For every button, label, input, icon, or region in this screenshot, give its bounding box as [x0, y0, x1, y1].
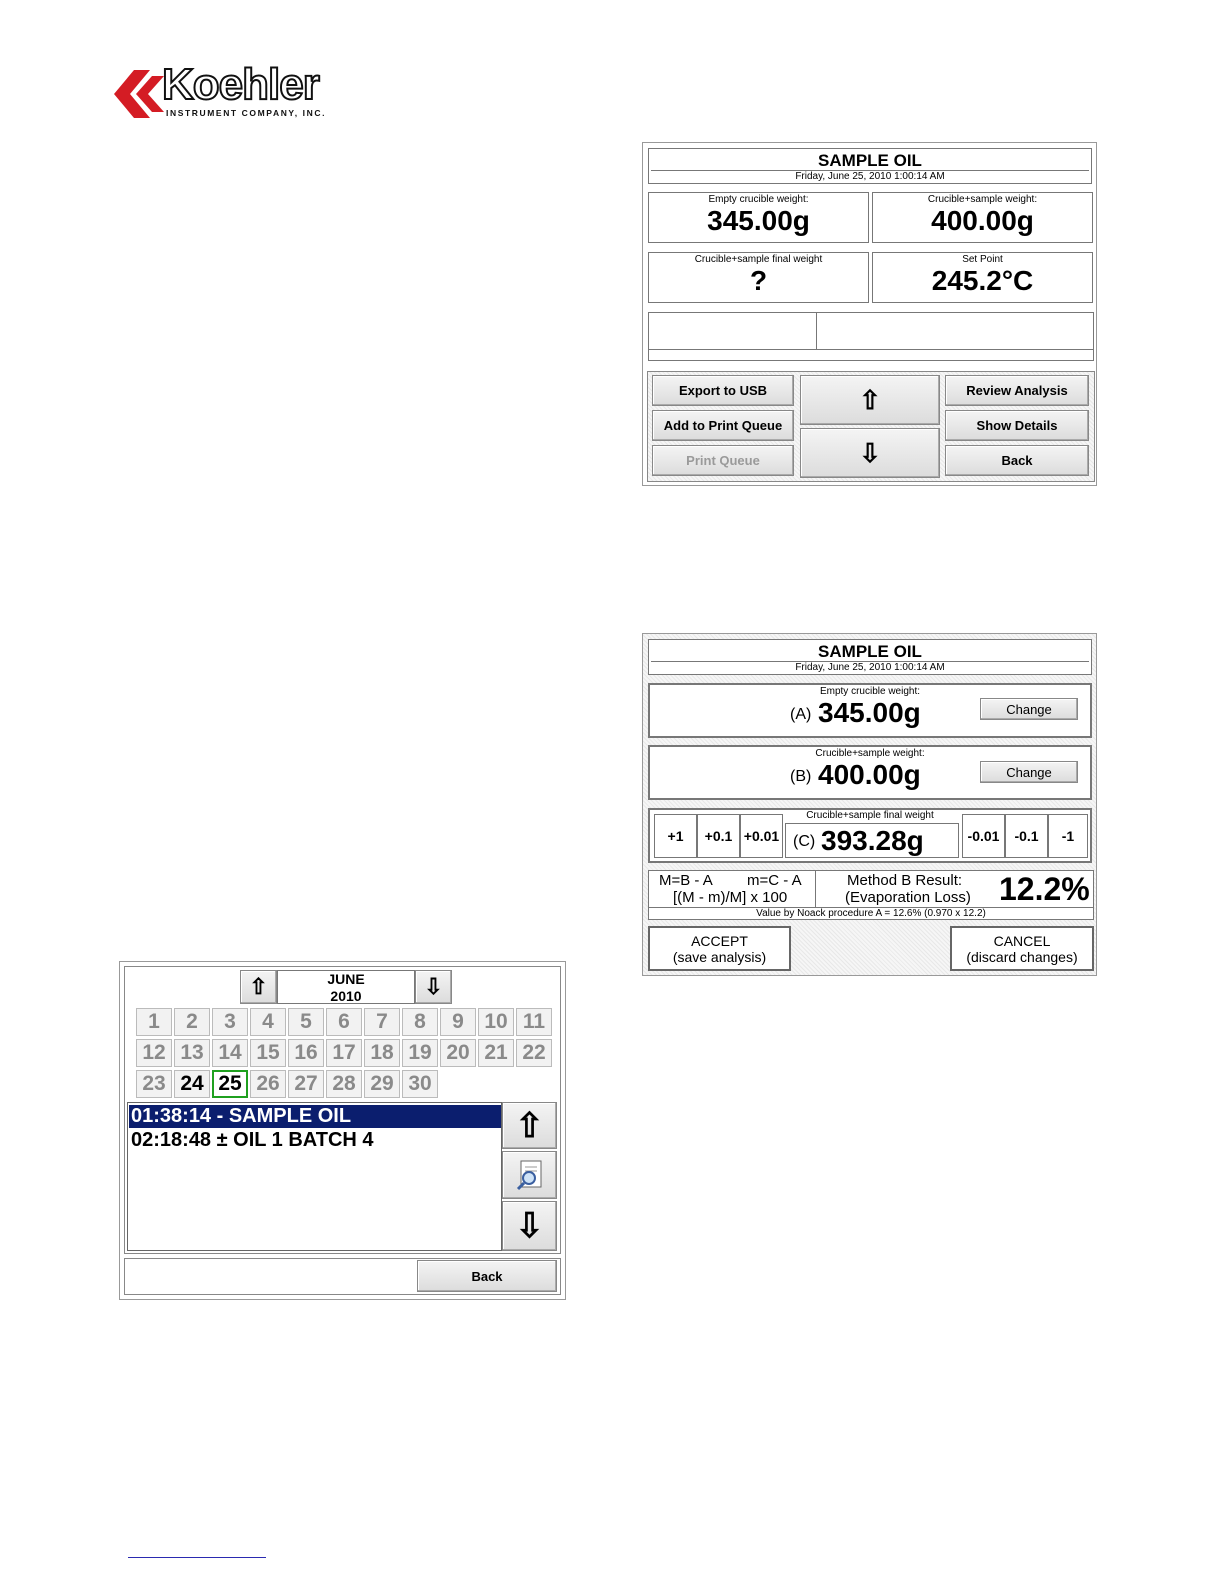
empty-weight-label: Empty crucible weight:: [708, 194, 809, 205]
calendar-day-7[interactable]: 7: [364, 1008, 400, 1036]
calendar-day-20[interactable]: 20: [440, 1039, 476, 1067]
calendar-day-10[interactable]: 10: [478, 1008, 514, 1036]
header-panel: [648, 639, 1092, 675]
status-divider: [816, 313, 817, 349]
formula-percent: [(M - m)/M] x 100: [673, 889, 788, 906]
final-weight-label: Crucible+sample final weight: [694, 254, 823, 265]
calendar-day-27[interactable]: 27: [288, 1070, 324, 1098]
calendar-day-18[interactable]: 18: [364, 1039, 400, 1067]
koehler-logo: [112, 60, 327, 122]
formula-m: M=B - A: [659, 872, 713, 889]
status-divider-h: [649, 349, 1093, 350]
final-weight-panel: [648, 252, 869, 303]
plus-0-1-button[interactable]: +0.1: [697, 814, 740, 858]
sample-weight-label: Crucible+sample weight:: [815, 748, 925, 759]
calendar-day-30[interactable]: 30: [402, 1070, 438, 1098]
change-sample-button[interactable]: Change: [980, 761, 1078, 783]
calendar-day-14[interactable]: 14: [212, 1039, 248, 1067]
sample-weight-label: Crucible+sample weight:: [927, 194, 1038, 205]
calendar-day-21[interactable]: 21: [478, 1039, 514, 1067]
magnifier-document-icon: [515, 1159, 545, 1191]
a-tag: (A): [790, 706, 812, 723]
analysis-summary-screen: [642, 142, 1097, 486]
date-time: Friday, June 25, 2010 1:00:14 AM: [651, 661, 1089, 673]
calendar-day-23[interactable]: 23: [136, 1070, 172, 1098]
calendar-day-13[interactable]: 13: [174, 1039, 210, 1067]
calendar-day-22[interactable]: 22: [516, 1039, 552, 1067]
year-label: 2010: [330, 988, 362, 1004]
cancel-label: CANCEL: [993, 932, 1051, 949]
calendar-day-26[interactable]: 26: [250, 1070, 286, 1098]
status-panel: [648, 312, 1094, 361]
a-value: 345.00g: [818, 697, 921, 728]
calendar-day-11[interactable]: 11: [516, 1008, 552, 1036]
minus-0-1-button[interactable]: -0.1: [1005, 814, 1048, 858]
date-time: Friday, June 25, 2010 1:00:14 AM: [651, 170, 1089, 182]
logo-subtitle: INSTRUMENT COMPANY, INC.: [166, 108, 327, 118]
calendar-day-3[interactable]: 3: [212, 1008, 248, 1036]
calendar-day-8[interactable]: 8: [402, 1008, 438, 1036]
calendar-day-16[interactable]: 16: [288, 1039, 324, 1067]
list-item[interactable]: 02:18:48 ± OIL 1 BATCH 4: [131, 1129, 374, 1151]
plus-1-button[interactable]: +1: [654, 814, 697, 858]
calendar-day-15[interactable]: 15: [250, 1039, 286, 1067]
final-weight-panel: [648, 808, 1092, 863]
calendar-day-1[interactable]: 1: [136, 1008, 172, 1036]
setpoint-value: 245.2°C: [931, 265, 1034, 296]
month-display: [277, 970, 415, 1004]
calendar-day-9[interactable]: 9: [440, 1008, 476, 1036]
footer-link-underline: [128, 1557, 266, 1558]
calendar-day-6[interactable]: 6: [326, 1008, 362, 1036]
final-weight-value: ?: [749, 265, 768, 296]
change-empty-button[interactable]: Change: [980, 698, 1078, 720]
minus-1-button[interactable]: -1: [1048, 814, 1088, 858]
list-down-button[interactable]: ⇩: [502, 1201, 557, 1251]
final-weight-display: [785, 823, 959, 858]
result-value: 12.2%: [999, 871, 1090, 907]
c-value: 393.28g: [821, 825, 924, 856]
logo-wordmark: Koehler: [162, 60, 319, 109]
final-weight-label: Crucible+sample final weight: [806, 810, 934, 821]
list-item-selected[interactable]: 01:38:14 - SAMPLE OIL: [129, 1105, 501, 1128]
month-label: JUNE: [327, 971, 365, 987]
empty-weight-label: Empty crucible weight:: [819, 686, 921, 697]
sample-weight-panel: [872, 192, 1093, 243]
entry-list: [127, 1102, 502, 1251]
chevron-logo-icon: [112, 68, 168, 118]
result-panel: [648, 870, 1094, 920]
b-value: 400.00g: [818, 759, 921, 790]
empty-weight-panel: [648, 192, 869, 243]
minus-0-01-button[interactable]: -0.01: [962, 814, 1005, 858]
analysis-edit-screen: [642, 633, 1097, 976]
calendar-day-19[interactable]: 19: [402, 1039, 438, 1067]
show-details-button[interactable]: Show Details: [945, 410, 1089, 441]
plus-0-01-button[interactable]: +0.01: [740, 814, 783, 858]
list-up-button[interactable]: ⇧: [502, 1102, 557, 1149]
empty-weight-panel: [648, 683, 1092, 738]
result-divider: [815, 871, 816, 907]
calendar-day-2[interactable]: 2: [174, 1008, 210, 1036]
calendar-day-28[interactable]: 28: [326, 1070, 362, 1098]
sample-weight-value: 400.00g: [931, 205, 1034, 236]
scroll-up-button[interactable]: ⇧: [800, 375, 940, 425]
view-entry-button[interactable]: [502, 1151, 557, 1199]
empty-weight-value: 345.00g: [707, 205, 810, 236]
calendar-day-5[interactable]: 5: [288, 1008, 324, 1036]
b-tag: (B): [790, 768, 812, 785]
export-usb-button[interactable]: Export to USB: [652, 375, 794, 406]
calendar-day-4[interactable]: 4: [250, 1008, 286, 1036]
calendar-day-25[interactable]: 25: [212, 1070, 248, 1098]
result-label: Method B Result:: [847, 872, 963, 889]
cancel-sub-label: (discard changes): [966, 948, 1078, 965]
sample-title: SAMPLE OIL: [818, 151, 922, 170]
cancel-button[interactable]: [950, 926, 1094, 971]
header-panel: [648, 148, 1092, 184]
accept-button[interactable]: [648, 926, 791, 971]
setpoint-panel: [872, 252, 1093, 303]
result-sub: (Evaporation Loss): [845, 889, 971, 906]
c-tag: (C): [793, 833, 816, 850]
calendar-screen: [119, 961, 566, 1300]
prev-month-button[interactable]: ⇧: [240, 970, 277, 1004]
accept-sub-label: (save analysis): [672, 948, 767, 965]
next-month-button[interactable]: ⇩: [415, 970, 452, 1004]
calendar-day-29[interactable]: 29: [364, 1070, 400, 1098]
calendar-day-12[interactable]: 12: [136, 1039, 172, 1067]
sample-weight-panel: [648, 745, 1092, 800]
add-print-queue-button[interactable]: Add to Print Queue: [652, 410, 794, 441]
accept-label: ACCEPT: [691, 932, 748, 949]
sample-title: SAMPLE OIL: [818, 642, 922, 661]
formula-small-m: m=C - A: [747, 872, 802, 889]
back-button[interactable]: Back: [945, 445, 1089, 476]
setpoint-label: Set Point: [962, 254, 1003, 265]
review-analysis-button[interactable]: Review Analysis: [945, 375, 1089, 406]
scroll-down-button[interactable]: ⇩: [800, 428, 940, 478]
back-button[interactable]: Back: [417, 1260, 557, 1292]
noack-note: Value by Noack procedure A = 12.6% (0.970 x 12.2): [649, 907, 1093, 919]
calendar-day-24[interactable]: 24: [174, 1070, 210, 1098]
print-queue-button[interactable]: Print Queue: [652, 445, 794, 476]
calendar-day-17[interactable]: 17: [326, 1039, 362, 1067]
